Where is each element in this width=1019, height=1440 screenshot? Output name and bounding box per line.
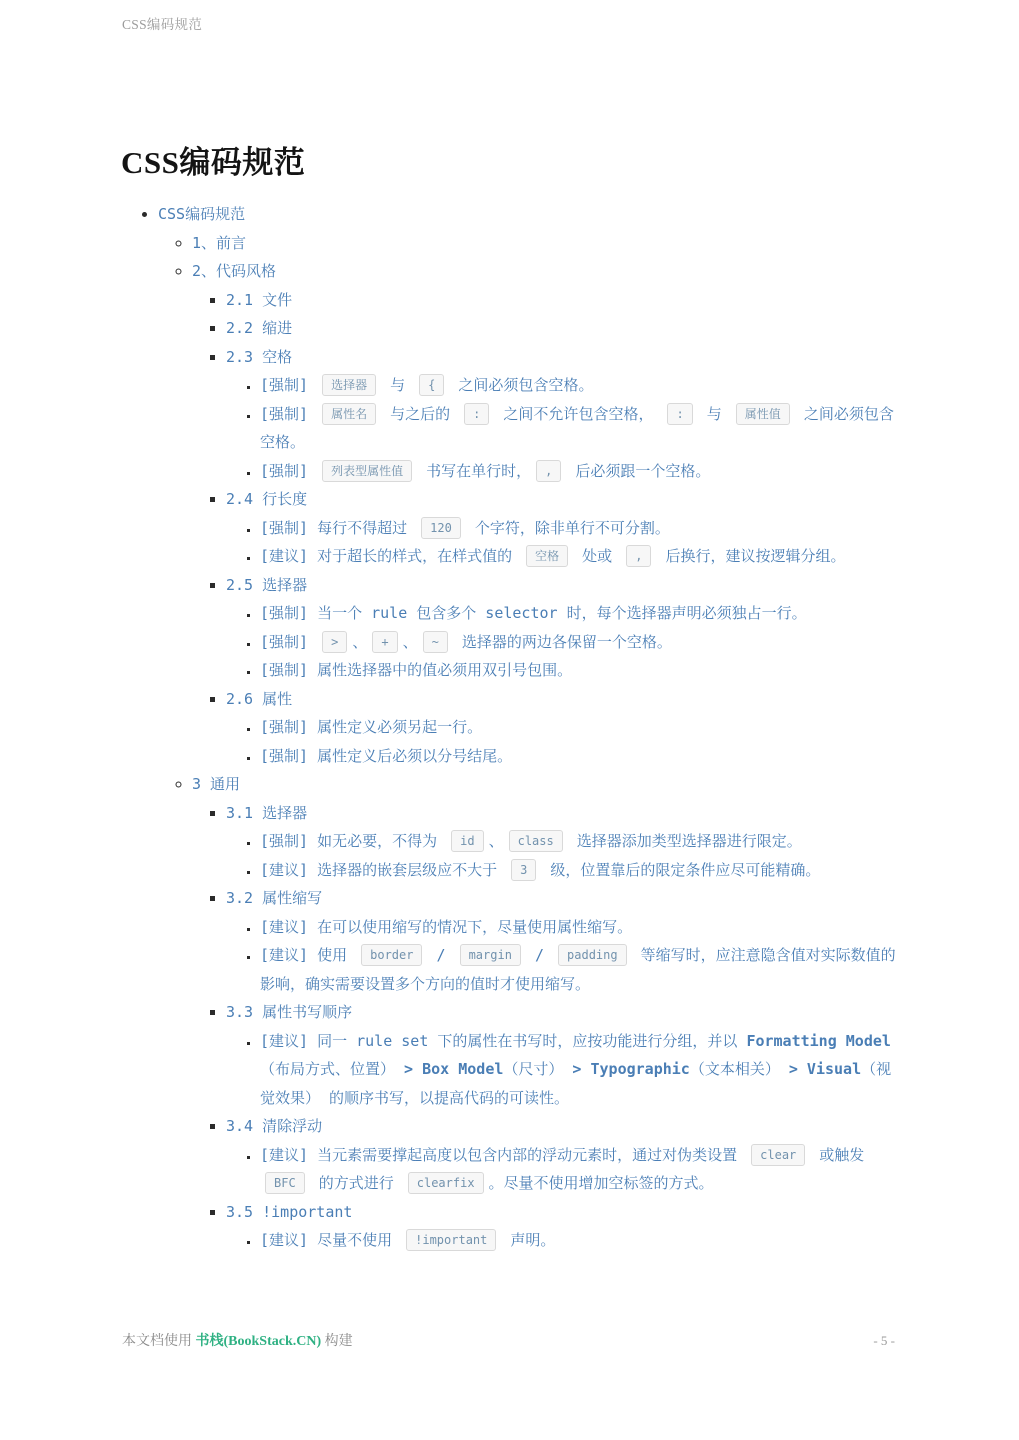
toc-text: 3 通用 [192, 775, 241, 793]
toc-link[interactable] [192, 262, 276, 280]
toc-text: CSS编码规范 [158, 205, 246, 223]
toc-level-4 [226, 827, 900, 884]
bookstack-brand-link[interactable]: 书栈(BookStack.CN) [195, 1334, 322, 1349]
toc-text: 与 [381, 376, 415, 394]
toc-item [260, 742, 900, 771]
toc-link[interactable] [260, 604, 807, 622]
toc-text: 与之后的 [381, 404, 460, 423]
page-number: - 5 - [873, 1333, 895, 1348]
toc-item [260, 941, 900, 998]
toc-text: 之间必须包含空格。 [260, 404, 894, 451]
toc-text: 1、前言 [192, 233, 247, 252]
toc-text: 或触发 [810, 1145, 865, 1164]
toc-text: （视觉效果） 的顺序书写，以提高代码的可读性。 [260, 1060, 892, 1107]
toc-link[interactable] [260, 861, 820, 879]
toc-text: 之间必须包含空格。 [449, 376, 594, 394]
toc-link[interactable] [260, 832, 802, 850]
toc-item [260, 542, 900, 571]
inline-code: 属性值 [736, 403, 790, 425]
toc-level-4 [226, 599, 900, 685]
toc-link[interactable] [158, 205, 245, 223]
inline-code: { [419, 374, 444, 396]
toc-item [226, 571, 900, 685]
toc-text: 、 [402, 632, 418, 651]
toc-link[interactable] [260, 1231, 555, 1249]
toc-text: 2.3 空格 [226, 347, 293, 366]
toc-link[interactable] [260, 747, 512, 765]
inline-code: ~ [423, 631, 448, 653]
toc-link[interactable] [260, 661, 572, 679]
toc-text: [强制] 每行不得超过 [260, 518, 417, 537]
toc-text: / [525, 946, 554, 964]
toc-text: [强制] [260, 461, 318, 480]
footer-suffix: 构建 [321, 1334, 353, 1349]
toc-text: [建议] 当元素需要撑起高度以包含内部的浮动元素时，通过对伪类设置 [260, 1145, 747, 1164]
toc-text: 、 [352, 632, 368, 651]
toc-link[interactable] [226, 291, 292, 309]
bold-text: > Box Model [404, 1060, 504, 1078]
page-title: CSS编码规范 [121, 145, 306, 180]
toc-item [226, 799, 900, 885]
toc-item [260, 1226, 900, 1255]
toc-text: 之间不允许包含空格， [494, 404, 663, 423]
toc-text: [强制] 属性选择器中的值必须用双引号包围。 [260, 661, 573, 679]
toc-item [226, 314, 900, 343]
toc-item [226, 485, 900, 571]
toc-item [158, 200, 900, 1255]
inline-code: 120 [421, 517, 461, 539]
toc-text: （文本相关） [689, 1060, 789, 1078]
toc-link[interactable] [226, 319, 292, 337]
footer-prefix: 本文档使用 [122, 1334, 196, 1349]
inline-code: + [372, 631, 397, 653]
toc-text: 书写在单行时， [417, 461, 532, 480]
toc-link[interactable] [226, 690, 292, 708]
toc-text: 2.5 选择器 [226, 575, 308, 594]
toc-link[interactable] [226, 1117, 322, 1135]
inline-code: !important [406, 1229, 496, 1251]
inline-code: : [667, 403, 692, 425]
toc-text: 、 [488, 832, 504, 850]
toc-text: [建议] 选择器的嵌套层级应不大于 [260, 860, 507, 879]
toc-text: 3.5 !important [226, 1202, 353, 1221]
inline-code: 3 [511, 859, 536, 881]
toc-text: 个字符，除非单行不可分割。 [465, 518, 670, 537]
toc-text: [建议] 使用 [260, 946, 357, 964]
toc-link[interactable] [226, 576, 307, 594]
toc-link[interactable] [260, 633, 672, 651]
inline-code: 空格 [526, 545, 568, 567]
toc-link[interactable] [226, 889, 322, 907]
toc-link[interactable] [260, 718, 482, 736]
toc-level-4 [226, 514, 900, 571]
toc-item [192, 257, 900, 770]
toc-text: [强制] [260, 404, 318, 423]
toc-text: 与 [697, 404, 731, 423]
toc-text: 3.2 属性缩写 [226, 889, 323, 907]
toc-text: 的方式进行 [309, 1174, 403, 1192]
toc-item [260, 514, 900, 543]
toc-level-4 [226, 1141, 900, 1198]
toc-item [260, 457, 900, 486]
toc-item [226, 343, 900, 486]
toc-item [260, 1027, 900, 1113]
footer-build-note [122, 1330, 353, 1350]
toc-text: 。尽量不使用增加空标签的方式。 [488, 1174, 714, 1192]
toc-link[interactable] [192, 234, 246, 252]
toc-link[interactable] [226, 804, 307, 822]
toc-item [260, 913, 900, 942]
toc-link[interactable] [260, 946, 896, 993]
toc-text: 选择器的两边各保留一个空格。 [452, 632, 672, 651]
toc [122, 200, 900, 1255]
toc-text: 2.2 缩进 [226, 319, 293, 337]
inline-code: clearfix [408, 1172, 484, 1194]
toc-link[interactable] [260, 918, 632, 936]
toc-link[interactable] [226, 1203, 352, 1221]
toc-text: 后换行，建议按逻辑分组。 [656, 547, 846, 565]
inline-code: 属性名 [322, 403, 376, 425]
page-footer [122, 1330, 895, 1350]
toc-level-4 [226, 1226, 900, 1255]
toc-text: [建议] 对于超长的样式，在样式值的 [260, 547, 522, 565]
inline-code: id [451, 830, 483, 852]
toc-link[interactable] [226, 1003, 352, 1021]
toc-link[interactable] [260, 462, 710, 480]
toc-link[interactable] [260, 1032, 891, 1107]
inline-code: : [464, 403, 489, 425]
toc-text: 级，位置靠后的限定条件应尽可能精确。 [541, 860, 821, 879]
inline-code: border [361, 944, 422, 966]
toc-link[interactable] [260, 1146, 864, 1193]
toc-level-1 [122, 200, 900, 1255]
toc-text: [建议] 同一 rule set 下的属性在书写时，应按功能进行分组，并以 [260, 1031, 747, 1050]
toc-text: 3.4 清除浮动 [226, 1117, 323, 1135]
toc-text: [强制] 当一个 rule 包含多个 selector 时，每个选择器声明必须独占一行。 [260, 604, 807, 622]
toc-item [226, 1198, 900, 1255]
toc-item [260, 628, 900, 657]
toc-level-2 [158, 229, 900, 1255]
inline-code: margin [460, 944, 521, 966]
inline-code: 选择器 [322, 374, 376, 396]
toc-text: 声明。 [501, 1231, 556, 1249]
toc-text: [强制] 属性定义后必须以分号结尾。 [260, 746, 513, 765]
toc-item [192, 229, 900, 258]
toc-link[interactable] [226, 348, 292, 366]
toc-level-4 [226, 713, 900, 770]
toc-item [226, 286, 900, 315]
toc-item [226, 685, 900, 771]
toc-item [260, 400, 900, 457]
toc-item [260, 599, 900, 628]
toc-item [226, 1112, 900, 1198]
toc-item [260, 713, 900, 742]
toc-item [226, 998, 900, 1112]
inline-code: BFC [265, 1172, 305, 1194]
toc-text: 后必须跟一个空格。 [566, 461, 711, 480]
toc-level-3 [192, 286, 900, 771]
toc-item [226, 884, 900, 998]
inline-code: > [322, 631, 347, 653]
toc-text: 3.1 选择器 [226, 803, 308, 822]
toc-text: [强制] 如无必要，不得为 [260, 832, 447, 850]
inline-code: padding [558, 944, 627, 966]
toc-link[interactable] [226, 490, 307, 508]
toc-text: 3.3 属性书写顺序 [226, 1003, 353, 1021]
inline-code: , [536, 460, 561, 482]
toc-text: （尺寸） [503, 1060, 573, 1078]
toc-text: [强制] 属性定义必须另起一行。 [260, 718, 483, 736]
inline-code: clear [751, 1144, 805, 1166]
toc-text: 等缩写时，应注意隐含值对实际数值的影响，确实需要设置多个方向的值时才使用缩写。 [260, 946, 896, 993]
toc-text: [强制] [260, 376, 318, 394]
toc-link[interactable] [260, 547, 845, 565]
toc-item [260, 827, 900, 856]
inline-code: class [509, 830, 563, 852]
toc-text: 2、代码风格 [192, 262, 277, 280]
toc-item [260, 1141, 900, 1198]
toc-item [192, 770, 900, 1255]
toc-text: [建议] 在可以使用缩写的情况下，尽量使用属性缩写。 [260, 917, 633, 936]
toc-text: / [427, 946, 455, 964]
toc-item [260, 371, 900, 400]
toc-link[interactable] [260, 519, 670, 537]
toc-text: 选择器添加类型选择器进行限定。 [567, 832, 802, 850]
toc-level-3 [192, 799, 900, 1255]
toc-level-4 [226, 371, 900, 485]
bold-text: Formatting Model [746, 1031, 891, 1050]
toc-text: [建议] 尽量不使用 [260, 1231, 402, 1249]
inline-code: , [626, 545, 651, 567]
toc-link[interactable] [260, 405, 894, 452]
toc-level-4 [226, 1027, 900, 1113]
toc-text: 2.1 文件 [226, 290, 293, 309]
toc-item [260, 656, 900, 685]
inline-code: 列表型属性值 [322, 460, 412, 482]
toc-text: （布局方式、位置） [260, 1060, 405, 1078]
toc-text: 处或 [573, 547, 622, 565]
toc-level-4 [226, 913, 900, 999]
toc-link[interactable] [260, 376, 593, 394]
bold-text: > Visual [788, 1060, 862, 1078]
bold-text: > Typographic [572, 1060, 690, 1078]
toc-item [260, 856, 900, 885]
toc-text: 2.6 属性 [226, 689, 293, 708]
toc-text: [强制] [260, 632, 318, 651]
toc-text: 2.4 行长度 [226, 490, 308, 508]
running-header: CSS编码规范 [122, 17, 203, 32]
toc-link[interactable] [192, 775, 240, 793]
